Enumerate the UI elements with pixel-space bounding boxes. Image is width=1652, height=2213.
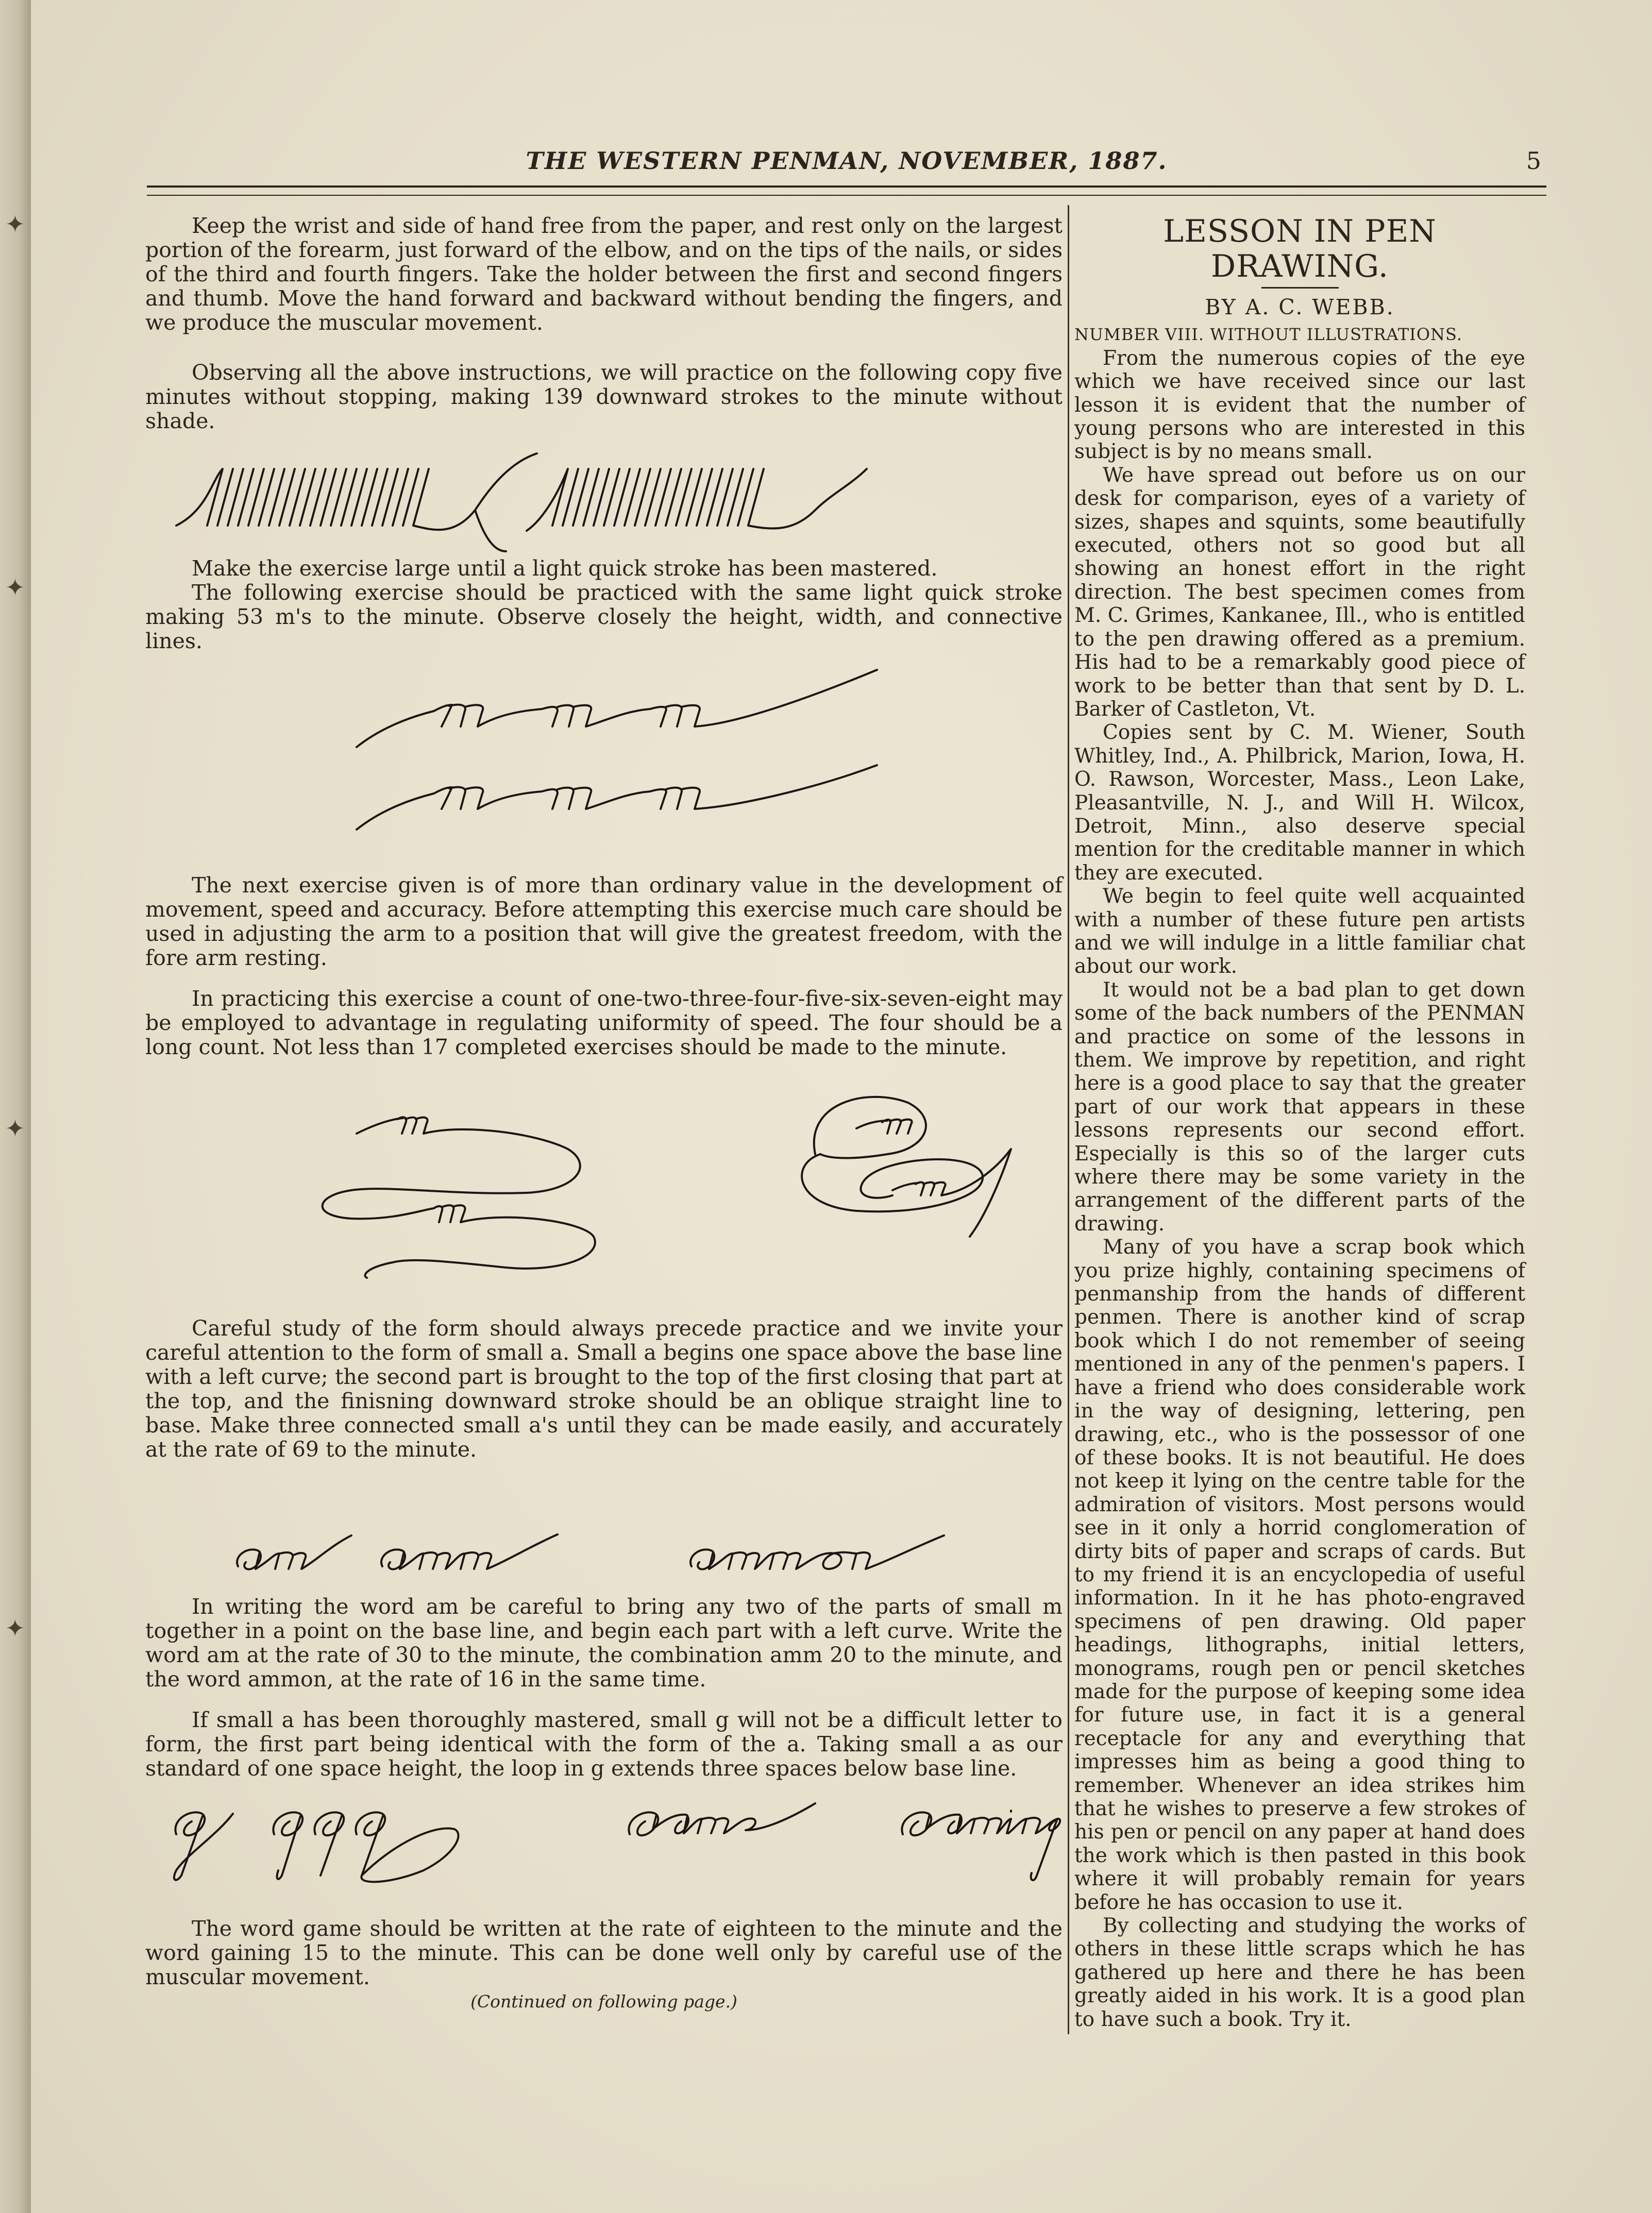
binding-stitch: ✦	[5, 210, 25, 238]
paragraph-word-game: The word game should be written at the rate of eighteen to the minute and the word gaining 15 to the minute. This can be done well only by careful use of the muscular movement.	[145, 1916, 1063, 1989]
exercise-oval-movement-image	[145, 1087, 1063, 1278]
paragraph-wrist: Keep the wrist and side of hand free from the paper, and rest only on the largest portion of the forearm, just forward of the elbow, and on the tips of the nails, or sides of the third and fourth fingers. Take the holder between the first and second fingers and thumb. Move the hand forward and backward without bending the fingers, and we produce the muscular movement.	[145, 213, 1063, 335]
article-paragraph: We begin to feel quite well acquainted with a number of these future pen artists and we will indulge in a little familiar chat about our work.	[1074, 885, 1525, 978]
binding-spine	[0, 0, 31, 2213]
lesson-number: NUMBER VIII. WITHOUT ILLUSTRATIONS.	[1074, 325, 1462, 345]
paragraph-observing: Observing all the above instructions, we will practice on the following copy five minutes without stopping, making 139 downward strokes to the minute without shade.	[145, 360, 1063, 433]
byline: BY A. C. WEBB.	[1205, 295, 1395, 319]
exercise-connected-m-image	[145, 675, 1063, 845]
article-paragraph: From the numerous copies of the eye which we have received since our last lesson it is evident that the number of young persons who are interested in this subject is by no means small.	[1074, 346, 1525, 464]
article-paragraph: It would not be a bad plan to get down some of the back numbers of the PENMAN and practice on some of the lessons in them. We improve by repetition, and right here is a good place to say that the greater part of our work that appears in these lessons represents our second effort. Especially is this so of the larger cuts where there may be some variety in the arrangement of the different parts of the drawing.	[1074, 978, 1525, 1236]
title-divider	[1261, 287, 1339, 289]
right-column	[1074, 209, 1525, 2031]
newspaper-page	[31, 0, 1652, 2213]
paragraph-writing-am: In writing the word am be careful to bring any two of the parts of small m together in a point on the base line, and begin each part with a left curve. Write the word am at the rate of 30 to the minute, the combination amm 20 to the minute, and the word ammon, at the rate of 16 in the same time.	[145, 1594, 1063, 1692]
paragraph-small-g: If small a has been thoroughly mastered, small g will not be a difficult letter to form, the first part being identical with the form of the a. Taking small a as our standard of one space height, the loop in g extends three spaces below base line.	[145, 1708, 1063, 1781]
paragraph-next-exercise: The next exercise given is of more than ordinary value in the development of movement, speed and accuracy. Before attempting this exercise much care should be used in adjusting the arm to a position that will give the greatest freedom, with the fore arm resting.	[145, 873, 1063, 970]
header-rule	[147, 185, 1546, 196]
exercise-downward-strokes-image	[145, 448, 1063, 567]
exercise-am-amm-ammon-image	[145, 1525, 1063, 1587]
article-paragraph: We have spread out before us on our desk for comparison, eyes of a variety of sizes, shapes and squints, some beautifully executed, others not so good but all showing an honest effort in the right direction. The best specimen comes from M. C. Grimes, Kankanee, Ill., who is entitled to the pen drawing offered as a premium. His had to be a remarkably good piece of work to be better than that sent by D. L. Barker of Castleton, Vt.	[1074, 463, 1525, 721]
binding-stitch: ✦	[5, 1614, 25, 1642]
paragraph-practicing: In practicing this exercise a count of one-two-three-four-five-six-seven-eight may be employed to advantage in regulating uniformity of speed. The four should be a long count. Not less than 17 completed exercises should be made to the minute.	[145, 986, 1063, 1059]
paragraph-careful-study: Careful study of the form should always precede practice and we invite your careful attention to the form of small a. Small a begins one space above the base line with a left curve; the second part is brought to the top of the first closing that part at the top, and the finisning downward stroke should be an oblique straight line to base. Make three connected small a's until they can be made easily, and accurately at the rate of 69 to the minute.	[145, 1316, 1063, 1462]
lesson-title: LESSON IN PEN DRAWING.	[1163, 213, 1437, 284]
continued-note: (Continued on following page.)	[470, 1991, 737, 2012]
column-divider	[1068, 205, 1069, 2034]
article-paragraph: By collecting and studying the works of others in these little scraps which he has gathered up here and there he has been greatly aided in his work. It is a good plan to have such a book. Try it.	[1074, 1914, 1525, 2031]
running-head	[147, 147, 1546, 183]
article-paragraph: Copies sent by C. M. Wiener, South Whitley, Ind., A. Philbrick, Marion, Iowa, H. O. Rawson, Worcester, Mass., Leon Lake, Pleasantville, N. J., and Will H. Wilcox, Detroit, Minn., also deserve special mention for the creditable manner in which they are executed.	[1074, 721, 1525, 885]
exercise-g-game-gaming-image	[145, 1798, 1063, 1886]
page-number: 5	[1526, 147, 1541, 175]
binding-stitch: ✦	[5, 1114, 25, 1142]
article-paragraph: Many of you have a scrap book which you prize highly, containing specimens of penmanship from the hands of different penmen. There is another kind of scrap book which I do not remember of seeing mentioned in any of the penmen's papers. I have a friend who does considerable work in the way of designing, lettering, pen drawing, etc., who is the possessor of one of these books. It is not beautiful. He does not keep it lying on the centre table for the admiration of visitors. Most persons would see in it only a horrid conglomeration of dirty bits of paper and scraps of cards. But to my friend it is an encyclopedia of useful information. In it he has photo-engraved specimens of pen drawing. Old paper headings, lithographs, initial letters, monograms, rough pen or pencil sketches made for the purpose of keeping some idea for future use, in fact it is a general receptacle for any and everything that impresses him as being a good thing to remember. Whenever an idea strikes him that he wishes to preserve a few strokes of his pen or pencil on any paper at hand does the work which is then pasted in this book where it will probably remain for years before he has occasion to use it.	[1074, 1236, 1525, 1914]
paragraph-following: The following exercise should be practiced with the same light quick stroke making 53 m's to the minute. Observe closely the height, width, and connective lines.	[145, 580, 1063, 653]
binding-stitch: ✦	[5, 573, 25, 601]
paragraph-make-large: Make the exercise large until a light quick stroke has been mastered.	[192, 556, 938, 581]
publication-title: THE WESTERN PENMAN, NOVEMBER, 1887.	[526, 147, 1168, 175]
